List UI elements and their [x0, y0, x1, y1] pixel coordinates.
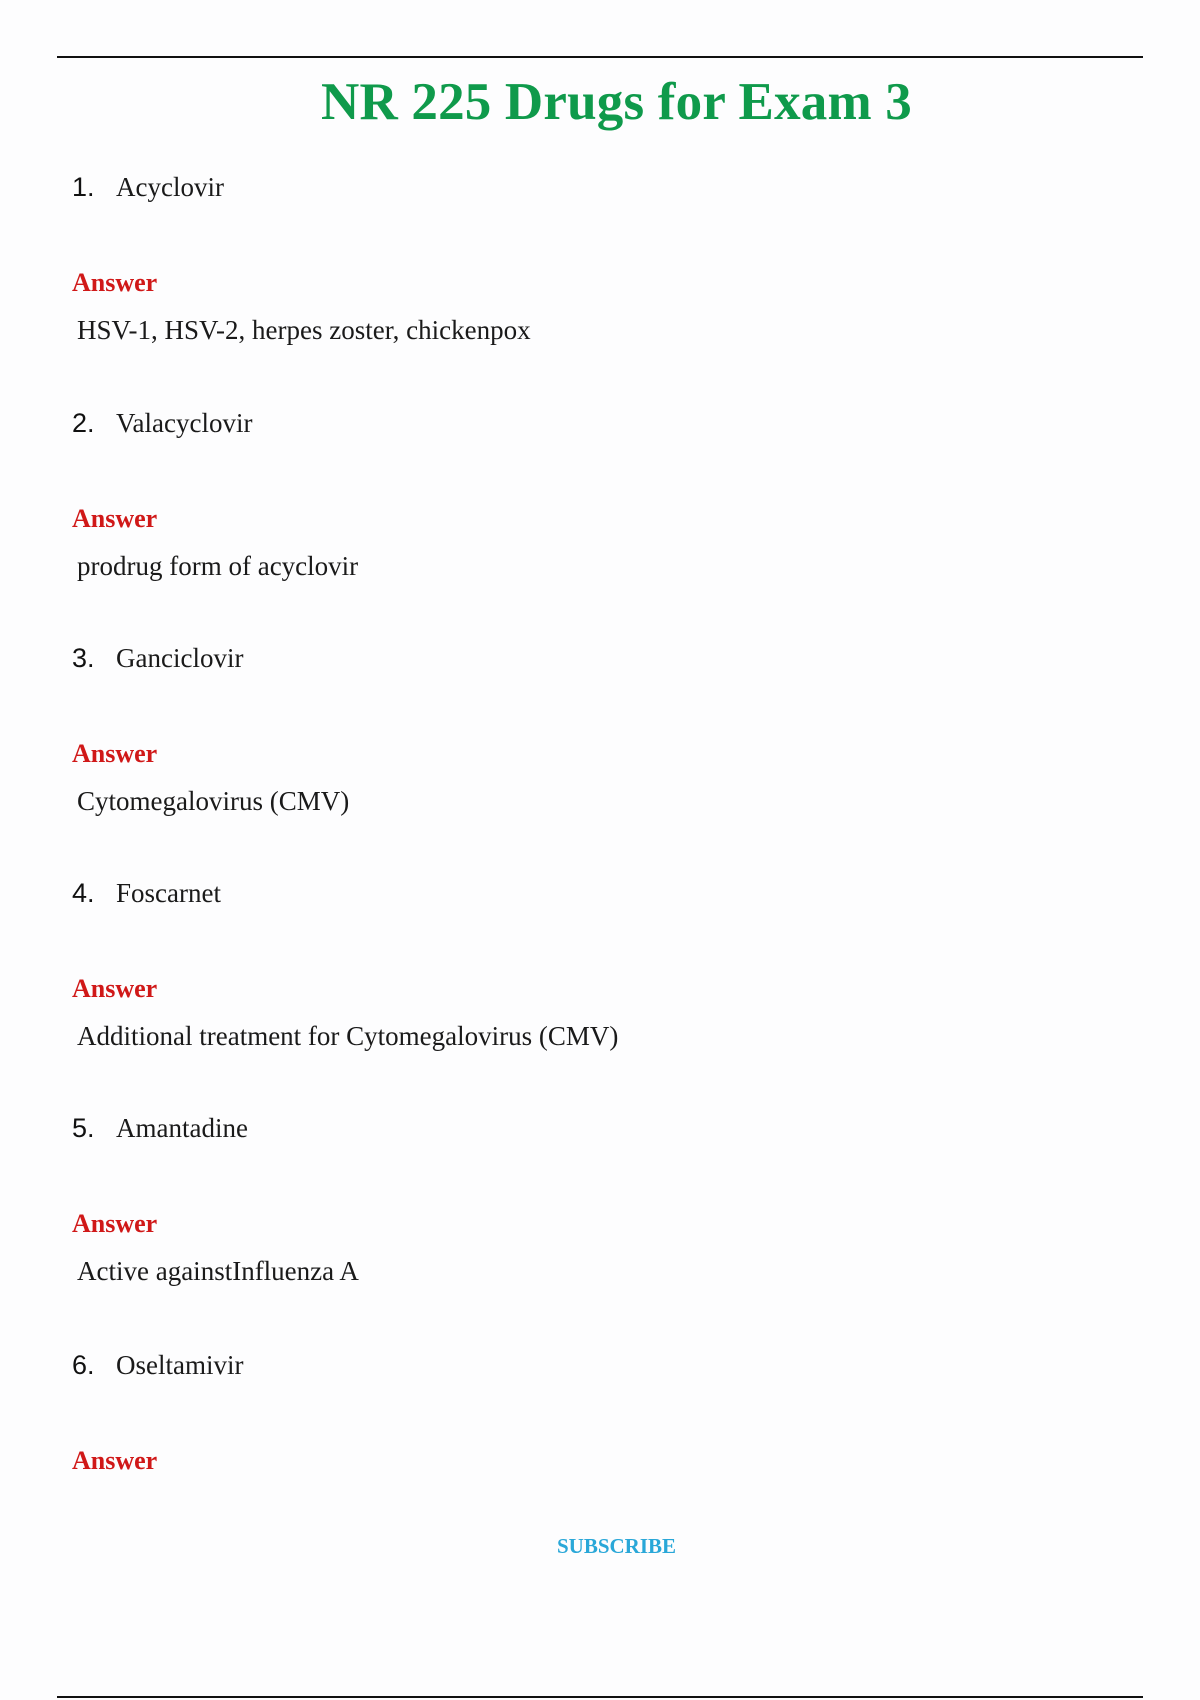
question-number: 5.	[72, 1113, 95, 1143]
answer-text: Active againstInfluenza A	[77, 1256, 359, 1286]
answer-label: Answer	[72, 1446, 158, 1475]
question-number: 2.	[72, 408, 95, 438]
question-drug: Amantadine	[116, 1113, 248, 1143]
question-item-3	[72, 643, 1122, 816]
question-drug: Ganciclovir	[116, 643, 244, 673]
question-drug: Oseltamivir	[116, 1350, 244, 1380]
answer-label: Answer	[72, 504, 158, 533]
question-item-6	[72, 1350, 1122, 1475]
question-number: 6.	[72, 1350, 95, 1380]
answer-label: Answer	[72, 739, 158, 768]
answer-text: prodrug form of acyclovir	[77, 551, 359, 581]
question-drug: Foscarnet	[116, 878, 221, 908]
answer-label: Answer	[72, 268, 158, 297]
subscribe-link[interactable]: SUBSCRIBE	[556, 1534, 677, 1558]
question-item-2	[72, 408, 1122, 581]
answer-text: Additional treatment for Cytomegalovirus (CMV)	[77, 1021, 619, 1051]
answer-text: Cytomegalovirus (CMV)	[77, 786, 350, 816]
bottom-rule	[57, 1696, 1143, 1698]
question-item-5	[72, 1113, 1122, 1286]
question-item-1	[72, 172, 1122, 345]
top-rule	[57, 56, 1143, 58]
answer-label: Answer	[72, 1209, 158, 1238]
question-drug: Acyclovir	[116, 172, 224, 202]
question-item-4	[72, 878, 1122, 1051]
question-drug: Valacyclovir	[116, 408, 253, 438]
question-number: 3.	[72, 643, 95, 673]
answer-label: Answer	[72, 974, 158, 1003]
page-title: NR 225 Drugs for Exam 3	[320, 73, 913, 131]
answer-text: HSV-1, HSV-2, herpes zoster, chickenpox	[77, 315, 531, 345]
question-number: 1.	[72, 172, 95, 202]
question-number: 4.	[72, 878, 95, 908]
